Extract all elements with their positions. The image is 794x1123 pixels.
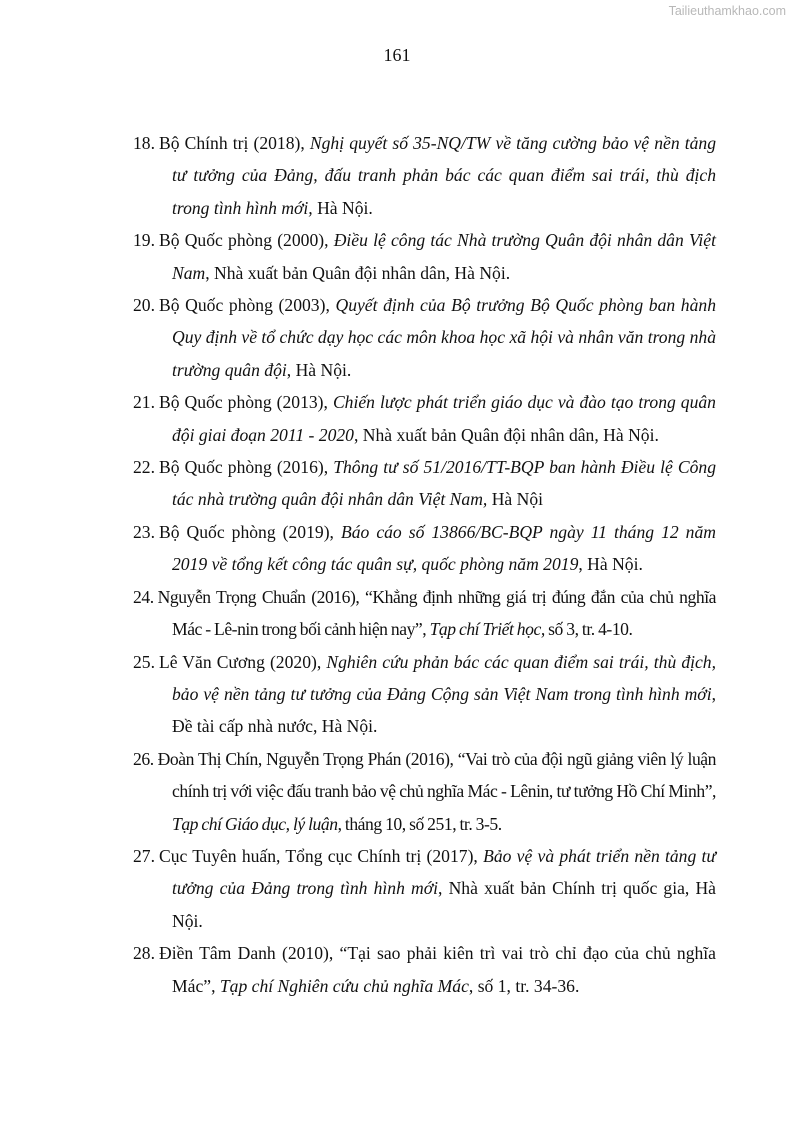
reference-title: Báo cáo số 13866/BC-BQP ngày 11 tháng 12 năm 2019 về tổng kết công tác quân sự, quốc phòng năm 2019 — [172, 521, 716, 575]
reference-publication: , Hà Nội. — [578, 554, 643, 575]
reference-item — [133, 127, 716, 224]
reference-item — [133, 840, 716, 937]
reference-publication: , Nhà xuất bản Quân đội nhân dân, Hà Nội. — [205, 262, 511, 283]
reference-publication: Hà Nội — [487, 489, 543, 510]
reference-author: Đoàn Thị Chín, Nguyễn Trọng Phán (2016), “Vai trò của đội ngũ giảng viên lý luận chính trị với việc đấu tranh bảo vệ chủ nghĩa Mác - Lênin, tư tưởng Hồ Chí Minh”, — [157, 748, 716, 802]
reference-author: Điền Tâm Danh (2010), “Tại sao phải kiên trì vai trò chỉ đạo của chủ nghĩa Mác”, — [159, 943, 716, 996]
reference-item — [133, 743, 716, 840]
reference-title: Chiến lược phát triển giáo dục và đào tạo trong quân đội giai đoạn 2011 - 2020 — [172, 392, 716, 445]
reference-item — [133, 289, 716, 386]
reference-publication: , Nhà xuất bản Quân đội nhân dân, Hà Nội. — [353, 424, 659, 445]
reference-number: 20. — [133, 295, 155, 316]
reference-item — [133, 516, 716, 581]
reference-publication: , tháng 10, số 251, tr. 3-5. — [337, 813, 502, 834]
reference-list — [133, 127, 716, 1002]
reference-title: Quyết định của Bộ trưởng Bộ Quốc phòng ban hành Quy định về tổ chức dạy học các môn khoa học xã hội và nhân văn trong nhà trường quân đội — [172, 295, 716, 380]
reference-publication: Hà Nội. — [312, 197, 373, 218]
reference-publication: , Đề tài cấp nhà nước, Hà Nội. — [172, 683, 716, 737]
reference-author: Bộ Quốc phòng (2016), — [159, 457, 334, 478]
reference-publication: số 3, tr. 4-10. — [544, 619, 633, 640]
reference-title: Nghị quyết số 35-NQ/TW về tăng cường bảo vệ nền tảng tư tưởng của Đảng, đấu tranh phản bác các quan điểm sai trái, thù địch trong tình hình mới, — [172, 133, 716, 218]
reference-number: 19. — [133, 230, 155, 251]
reference-title: Bảo vệ và phát triển nền tảng tư tưởng của Đảng trong tình hình mới — [172, 845, 717, 899]
reference-publication: , Nhà xuất bản Chính trị quốc gia, Hà Nội. — [172, 878, 716, 931]
reference-item — [133, 646, 716, 743]
reference-publication: , Hà Nội. — [286, 359, 352, 380]
reference-author: Cục Tuyên huấn, Tổng cục Chính trị (2017), — [159, 845, 484, 866]
reference-number: 25. — [133, 651, 155, 672]
reference-author: Bộ Quốc phòng (2013), — [159, 392, 333, 413]
reference-item — [133, 451, 716, 516]
reference-title: Tạp chí Nghiên cứu chủ nghĩa Mác — [219, 975, 469, 996]
reference-author: Bộ Quốc phòng (2000), — [159, 230, 334, 251]
reference-item — [133, 937, 716, 1002]
reference-title: Điều lệ công tác Nhà trường Quân đội nhân dân Việt Nam — [172, 230, 716, 283]
reference-item — [133, 386, 716, 451]
reference-author: Lê Văn Cương (2020), — [159, 651, 327, 672]
reference-number: 22. — [133, 457, 155, 478]
reference-number: 27. — [133, 845, 155, 866]
reference-number: 21. — [133, 392, 155, 413]
reference-title: Thông tư số 51/2016/TT-BQP ban hành Điều lệ Công tác nhà trường quân đội nhân dân Việt Nam, — [172, 457, 716, 510]
reference-item — [133, 224, 716, 289]
reference-item — [133, 581, 716, 646]
reference-author: Bộ Quốc phòng (2019), — [159, 521, 341, 542]
reference-title: Nghiên cứu phản bác các quan điểm sai trái, thù địch, bảo vệ nền tảng tư tưởng của Đảng Cộng sản Việt Nam trong tình hình mới — [172, 651, 717, 704]
reference-title: Tạp chí Triết học, — [429, 619, 545, 640]
reference-number: 26. — [133, 748, 154, 769]
reference-author: Bộ Chính trị (2018), — [159, 133, 310, 153]
page-number: 161 — [383, 45, 411, 65]
watermark: Tailieuthamkhao.com — [668, 4, 786, 18]
reference-number: 24. — [133, 586, 154, 607]
reference-author: Bộ Quốc phòng (2003), — [159, 295, 336, 316]
reference-title: Tạp chí Giáo dục, lý luận — [172, 813, 338, 834]
reference-author: Nguyễn Trọng Chuẩn (2016), “Khẳng định những giá trị đúng đắn của chủ nghĩa Mác - Lê-nin trong bối cảnh hiện nay”, — [157, 586, 716, 640]
reference-number: 18. — [133, 133, 155, 153]
reference-publication: , số 1, tr. 34-36. — [468, 975, 580, 996]
reference-number: 28. — [133, 943, 155, 964]
reference-number: 23. — [133, 521, 155, 542]
